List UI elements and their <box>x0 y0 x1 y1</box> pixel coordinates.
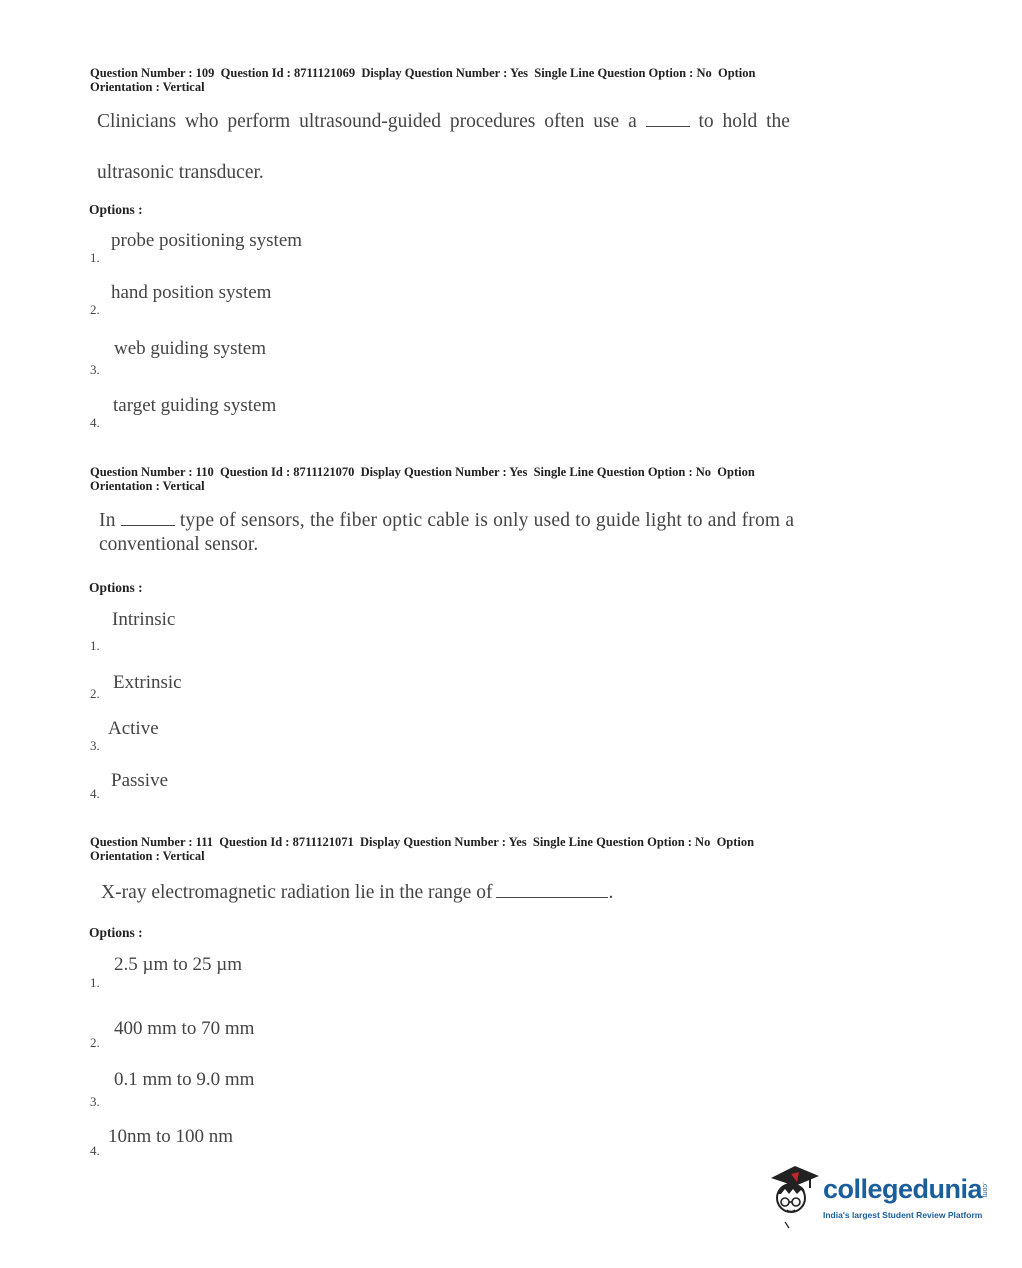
option-number: 1. <box>90 250 100 265</box>
option-text: target guiding system <box>113 395 277 416</box>
option-number: 2. <box>90 302 100 317</box>
answer-blank <box>496 881 608 898</box>
option-number: 4. <box>90 1143 100 1158</box>
answer-blank <box>121 509 175 526</box>
student-mascot-icon <box>765 1160 821 1232</box>
option-text: 400 mm to 70 mm <box>114 1018 255 1039</box>
question-110-text-line2: conventional sensor. <box>99 534 259 555</box>
option-number: 3. <box>90 738 100 753</box>
question-109-text: Clinicians who perform ultrasound-guided procedures often use a to hold the <box>97 111 790 132</box>
question-109-text-line2: ultrasonic transducer. <box>97 162 264 183</box>
option-number: 2. <box>90 1035 100 1050</box>
option-text: 2.5 µm to 25 µm <box>114 954 242 975</box>
option-text: Intrinsic <box>112 609 176 630</box>
option-number: 3. <box>90 362 100 377</box>
logo-wordmark: collegedunia <box>823 1174 983 1204</box>
option-text: 10nm to 100 nm <box>108 1126 234 1147</box>
question-111-meta: Question Number : 111 Question Id : 8711121071 Display Question Number : Yes Single Line Question Option : No Option Orientation : Vertical <box>90 835 755 863</box>
option-number: 1. <box>90 975 100 990</box>
option-text: Extrinsic <box>113 672 182 693</box>
collegedunia-logo[interactable] <box>765 1160 995 1235</box>
options-label: Options : <box>89 580 143 595</box>
option-number: 1. <box>90 638 100 653</box>
options-label: Options : <box>89 202 143 217</box>
logo-domain-suffix: .com <box>981 1182 988 1198</box>
option-text: Passive <box>111 770 168 791</box>
logo-tagline: India's largest Student Review Platform <box>823 1210 983 1220</box>
answer-blank <box>646 110 690 127</box>
option-text: Active <box>108 718 159 739</box>
option-number: 4. <box>90 786 100 801</box>
options-label: Options : <box>89 925 143 940</box>
option-text: 0.1 mm to 9.0 mm <box>114 1069 255 1090</box>
question-111-text: X-ray electromagnetic radiation lie in the range of . <box>101 882 614 903</box>
question-110-text: In type of sensors, the fiber optic cable is only used to guide light to and from a <box>99 510 795 531</box>
option-number: 3. <box>90 1094 100 1109</box>
question-109-meta: Question Number : 109 Question Id : 8711121069 Display Question Number : Yes Single Line Question Option : No Option Orientation : Vertical <box>90 66 756 94</box>
question-110-meta: Question Number : 110 Question Id : 8711121070 Display Question Number : Yes Single Line Question Option : No Option Orientation : Vertical <box>90 465 755 493</box>
option-text: web guiding system <box>114 338 266 359</box>
option-number: 2. <box>90 686 100 701</box>
option-text: hand position system <box>111 282 272 303</box>
option-number: 4. <box>90 415 100 430</box>
option-text: probe positioning system <box>111 230 303 251</box>
